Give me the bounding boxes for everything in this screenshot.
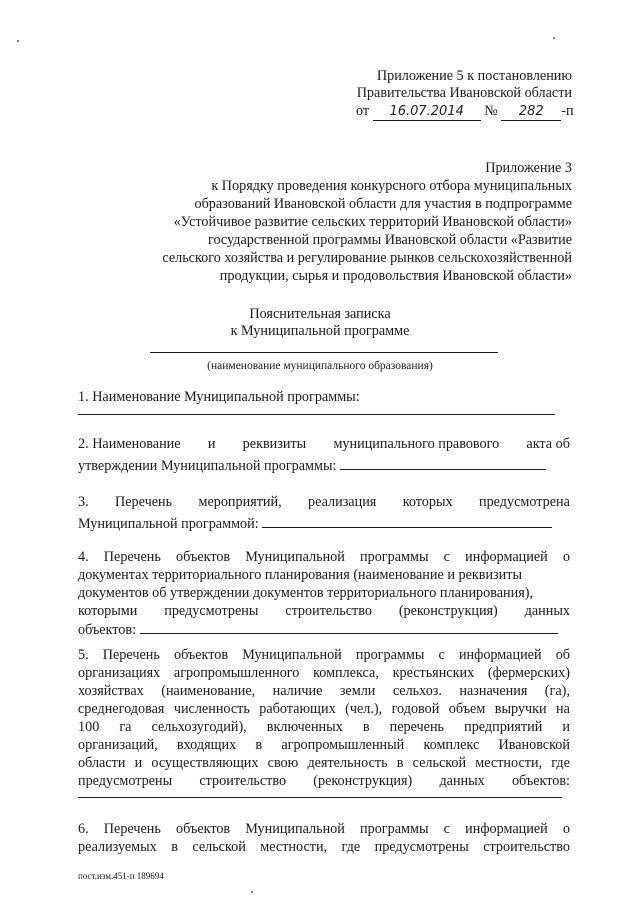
municipality-caption: (наименование муниципального образования) bbox=[207, 360, 433, 372]
scan-speck bbox=[251, 891, 253, 893]
header-line-2: Правительства Ивановской области bbox=[356, 85, 572, 101]
handwritten-date: 16.07.2014 bbox=[389, 104, 464, 119]
item-5-line-8: предусмотрены строительство (реконструкция) данных объектов: bbox=[78, 773, 570, 789]
item-4-line-3: документов об утверждении документов территориального планирования), bbox=[78, 585, 534, 601]
item-6-line-2: реализуемых в сельской местности, где предусмотрены строительство bbox=[78, 839, 570, 855]
header-date-line: от 16.07.2014 № 282 -п bbox=[356, 103, 574, 119]
item-2-line-2: утверждении Муниципальной программы: bbox=[78, 454, 546, 475]
item-5-line-6: организаций, входящих в агропромышленный комплекс Ивановской bbox=[78, 737, 570, 753]
item-1: 1. Наименование Муниципальной программы: bbox=[78, 389, 360, 405]
item-5-blank bbox=[78, 797, 562, 798]
date-field bbox=[373, 103, 481, 121]
header-line-1: Приложение 5 к постановлению bbox=[376, 68, 572, 84]
item-6-line-1: 6. Перечень объектов Муниципальной программы с информацией о bbox=[78, 821, 570, 837]
scan-speck bbox=[553, 37, 555, 39]
item-4-line-5: объектов: bbox=[78, 618, 558, 639]
number-field bbox=[501, 103, 561, 121]
scan-speck bbox=[17, 40, 19, 42]
item-3-line-1: 3. Перечень мероприятий, реализация которых предусмотрена bbox=[78, 494, 570, 510]
municipality-name-line bbox=[150, 352, 498, 353]
appendix-line: «Устойчивое развитие сельских территорий Ивановской области» bbox=[173, 214, 572, 230]
appendix-line: государственной программы Ивановской области «Развитие bbox=[208, 232, 572, 248]
item-4-line-1: 4. Перечень объектов Муниципальной программы с информацией о bbox=[78, 549, 570, 565]
appendix-title: Приложение 3 bbox=[485, 160, 572, 176]
item-5-line-2: организациях агропромышленного комплекса, крестьянских (фермерских) bbox=[78, 665, 570, 681]
doc-title: Пояснительная записка bbox=[249, 306, 391, 322]
appendix-line: образований Ивановской области для участия в подпрограмме bbox=[194, 196, 572, 212]
item-4-line-4: которыми предусмотрены строительство (реконструкция) данных bbox=[78, 603, 570, 619]
item-5-line-7: области и осуществляющих свою деятельность в сельской местности, где bbox=[78, 755, 570, 771]
appendix-line: продукции, сырья и продовольствия Ивановской области» bbox=[219, 268, 572, 284]
item-2-blank bbox=[340, 454, 546, 470]
item-5-line-3: хозяйствах (наименование, наличие земли сельхоз. назначения (га), bbox=[78, 683, 570, 699]
doc-subtitle: к Муниципальной программе bbox=[230, 323, 410, 339]
footer-code: пост.изм.451-п 189694 bbox=[78, 871, 164, 881]
item-5-line-5: 100 га сельхозугодий), включенных в перечень предприятий и bbox=[78, 719, 570, 735]
appendix-line: к Порядку проведения конкурсного отбора муниципальных bbox=[211, 178, 572, 194]
item-4-line-2: документах территориального планирования (наименование и реквизиты bbox=[78, 567, 522, 583]
item-5-line-1: 5. Перечень объектов Муниципальной программы с информацией об bbox=[78, 647, 570, 663]
item-1-blank bbox=[78, 414, 555, 415]
item-5-line-4: среднегодовая численность работающих (чел.), годовой объем выручки на bbox=[78, 701, 570, 717]
item-3-line-2: Муниципальной программой: bbox=[78, 512, 552, 533]
item-2-line-1: 2. Наименование и реквизиты муниципального правового акта об bbox=[78, 436, 570, 452]
item-3-blank bbox=[262, 512, 552, 528]
handwritten-number: 282 bbox=[518, 104, 544, 119]
appendix-line: сельского хозяйства и регулирование рынков сельскохозяйственной bbox=[162, 250, 572, 266]
item-4-blank bbox=[140, 618, 558, 634]
